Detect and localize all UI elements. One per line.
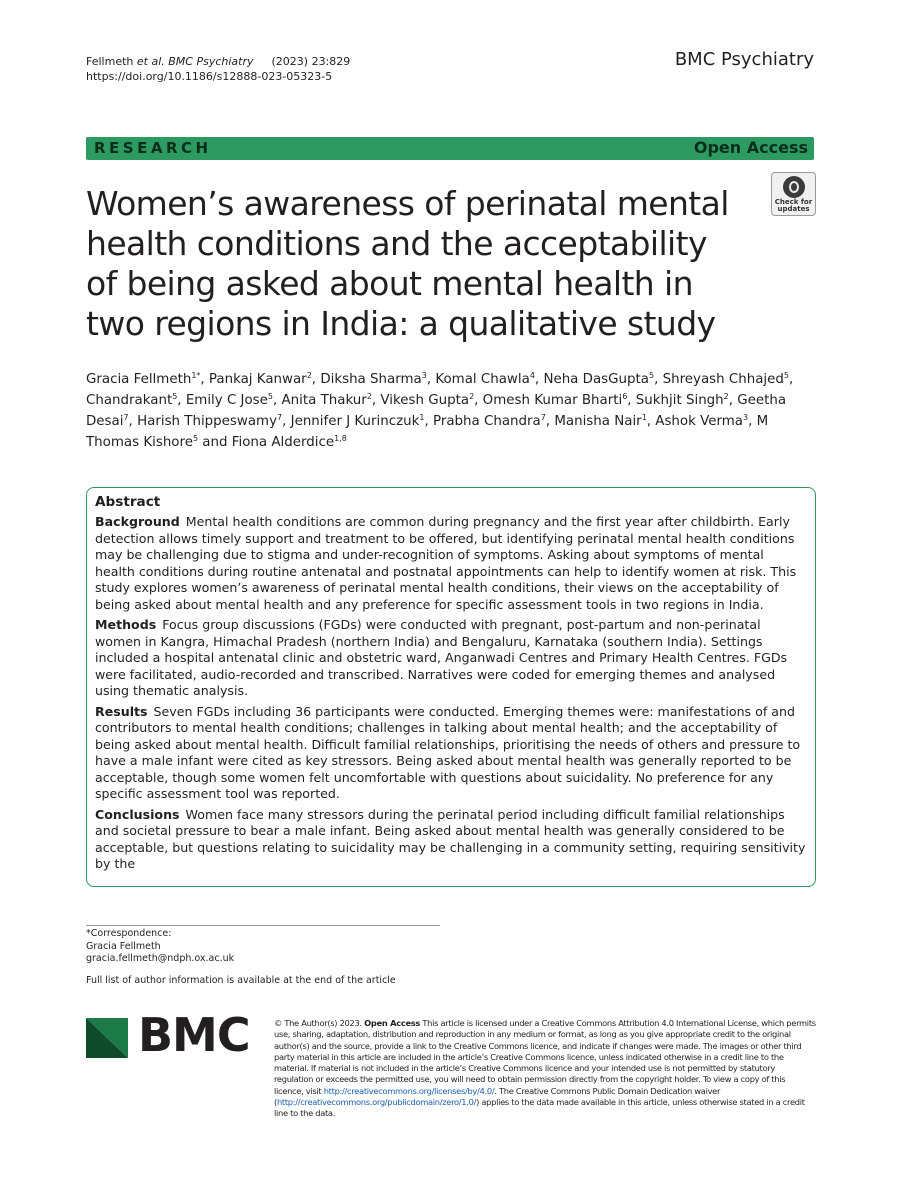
cite-journal: et al. BMC Psychiatry (136, 55, 254, 68)
footnote-divider (86, 925, 440, 926)
author-affiliation: 3 (743, 413, 749, 422)
author-affiliation: 2 (469, 392, 475, 401)
correspondence (86, 928, 234, 966)
abstract-methods: Methods Focus group discussions (FGDs) were conducted with pregnant, post-partum and non-perinatal women in Kangra, Himachal Pradesh (northern India) and Bengaluru, Karnataka (southern India). Settings included a hospital antenatal clinic and obstetric ward, Anganwadi Centres and Primary Health Centres. FGDs were facilitated, audio-recorded and transcribed. Narratives were coded for emerging themes and analysed using thematic analysis. (95, 617, 788, 698)
doi-link[interactable]: https://doi.org/10.1186/s12888-023-05323-5 (86, 70, 333, 83)
open-access-label: Open Access (693, 138, 808, 157)
author-name: Omesh Kumar Bharti$^6$ (482, 392, 628, 408)
journal-name: BMC Psychiatry (674, 49, 814, 70)
article-title: Women’s awareness of perinatal mental health conditions and the acceptability of being asked about mental health in two regions in India: a qualitative study (86, 184, 729, 343)
abstract-box (86, 487, 816, 887)
author-name: Gracia Fellmeth$^{1*}$ (86, 371, 201, 387)
author-name: Pankaj Kanwar$^2$ (208, 371, 312, 387)
author-name: Chandrakant$^5$ (86, 392, 178, 408)
author-affiliation: 4 (529, 371, 535, 380)
bmc-logo-text: BMC (138, 1008, 250, 1062)
author-name: M Thomas Kishore$^5$ (86, 414, 769, 450)
author-affiliation: 5 (648, 371, 655, 380)
author-affiliation: 2 (366, 392, 372, 401)
author-name: Komal Chawla$^4$ (435, 371, 535, 387)
author-name: Manisha Nair$^1$ (554, 413, 647, 429)
author-name: Diksha Sharma$^3$ (320, 371, 427, 387)
abstract-conclusions: Conclusions Women face many stressors during the perinatal period including difficult familial relationships and societal pressure to bear a male infant. Being asked about mental health was generally considered to be acceptable, but questions relating to suicidality may be challenging in a community setting, requiring sensitivity by the (95, 806, 806, 871)
author-list: Gracia Fellmeth$^{1*}$, Pankaj Kanwar$^2$, Diksha Sharma$^3$, Komal Chawla$^4$, Neha DasGupta$^5$, Shreyash Chhajed$^5$, Chandrakant$^5$, Emily C Jose$^5$, Anita Thakur$^2$, Vikesh Gupta$^2$, Omesh Kumar Bharti$^6$, Sukhjit Singh$^2$, Geetha Desai$^7$, Harish Thippeswamy$^7$, Jennifer J Kurinczuk$^1$, Prabha Chandra$^7$, Manisha Nair$^1$, Ashok Verma$^3$, M Thomas Kishore$^5$ and Fiona Alderdice$^{1,8}$ (86, 371, 794, 450)
author-affiliation: 1 (419, 413, 425, 422)
author-affiliation: 5 (172, 392, 178, 401)
correspondence-label: *Correspondence: (86, 928, 172, 939)
check-for-updates-icon (783, 176, 805, 198)
author-affiliation: 1* (191, 371, 201, 380)
abstract-background: Background Mental health conditions are common during pregnancy and the first year after childbirth. Early detection allows timely support and treatment to be offered, but identifying perinatal mental health conditions may be challenging due to stigma and under-recognition of symptoms. Asking about symptoms of mental health conditions during routine antenatal and postnatal appointments can help to identify women at risk. This study explores women’s awareness of perinatal mental health conditions, their views on the acceptability of being asked about mental health and any preference for specific assessment tools in two regions in India. (95, 514, 797, 612)
correspondence-name: Gracia Fellmeth (86, 940, 161, 952)
author-name: Ashok Verma$^3$ (655, 413, 749, 429)
author-affiliation: 7 (540, 413, 546, 422)
author-name: Sukhjit Singh$^2$ (635, 392, 729, 408)
cite-year-volume: (2023) 23:829 (271, 55, 351, 68)
author-affiliation: 7 (123, 413, 129, 422)
bmc-logo-mark-icon (86, 1018, 128, 1058)
author-affiliation: 3 (421, 371, 427, 380)
author-affiliation: 5 (192, 434, 199, 443)
author-affiliation: 1 (641, 413, 647, 422)
abstract-results: Results Seven FGDs including 36 participants were conducted. Emerging themes were: manifestations of and contributors to mental health conditions; challenges in talking about mental health; and the acceptability of being asked about mental health. Difficult familial relationships, prioritising the needs of others and pressure to have a male infant were cited as key stressors. Being asked about mental health was generally reported to be acceptable, though some women felt uncomfortable with questions about suicidality. No preference for any specific assessment tool was reported. (95, 703, 801, 801)
author-name: Fiona Alderdice$^{1,8}$ (231, 434, 347, 450)
public-domain-link[interactable]: http://creativecommons.org/publicdomain/zero/1.0/ (276, 1097, 477, 1108)
abstract-heading: Abstract (95, 494, 161, 510)
section-banner (86, 137, 814, 160)
author-name: Prabha Chandra$^7$ (432, 413, 546, 429)
author-name: Geetha Desai$^7$ (86, 393, 787, 429)
author-name: Emily C Jose$^5$ (185, 392, 273, 408)
author-affiliation: 2 (306, 371, 312, 380)
section-label: RESEARCH (94, 139, 212, 157)
author-name: Harish Thippeswamy$^7$ (137, 413, 283, 429)
author-info-note: Full list of author information is available at the end of the article (86, 975, 396, 986)
citation-header (86, 54, 350, 84)
check-for-updates-button[interactable] (771, 172, 816, 216)
author-name: Jennifer J Kurinczuk$^1$ (290, 413, 425, 429)
author-name: Vikesh Gupta$^2$ (380, 392, 475, 408)
author-name: Shreyash Chhajed$^5$ (662, 371, 789, 387)
author-name: Neha DasGupta$^5$ (543, 371, 655, 387)
author-name: Anita Thakur$^2$ (281, 392, 372, 408)
bmc-logo (86, 1008, 256, 1062)
cite-author: Fellmeth (86, 55, 134, 68)
check-for-updates-label: Check for updates (774, 198, 813, 213)
author-affiliation: 7 (277, 413, 283, 422)
author-affiliation: 2 (723, 392, 729, 401)
author-affiliation: 6 (622, 392, 628, 401)
license-link[interactable]: http://creativecommons.org/licenses/by/4.0/ (323, 1085, 495, 1096)
author-affiliation: 5 (267, 392, 273, 401)
author-affiliation: 1,8 (334, 434, 347, 443)
license-text: © The Author(s) 2023. Open Access This article is licensed under a Creative Commons Attribution 4.0 International License, which permits use, sharing, adaptation, distribution and reproduction in any medium or format, as long as you give appropriate credit to the original author(s) and the source, provide a link to the Creative Commons licence, and indicate if changes were made. The images or other third party material in this article are included in the article’s Creative Commons licence, unless indicated otherwise in a credit line to the material. If material is not included in the article’s Creative Commons licence and your intended use is not permitted by statutory regulation or exceeds the permitted use, you will need to obtain permission directly from the copyright holder. To view a copy of this licence, visit http://creativecommons.org/licenses/by/4.0/. The Creative Commons Public Domain Dedication waiver (http://creativecommons.org/publicdomain/zero/1.0/) applies to the data made available in this article, unless otherwise stated in a credit line to the data. (274, 1018, 816, 1119)
correspondence-email[interactable]: gracia.fellmeth@ndph.ox.ac.uk (86, 953, 235, 964)
author-affiliation: 5 (783, 371, 789, 380)
